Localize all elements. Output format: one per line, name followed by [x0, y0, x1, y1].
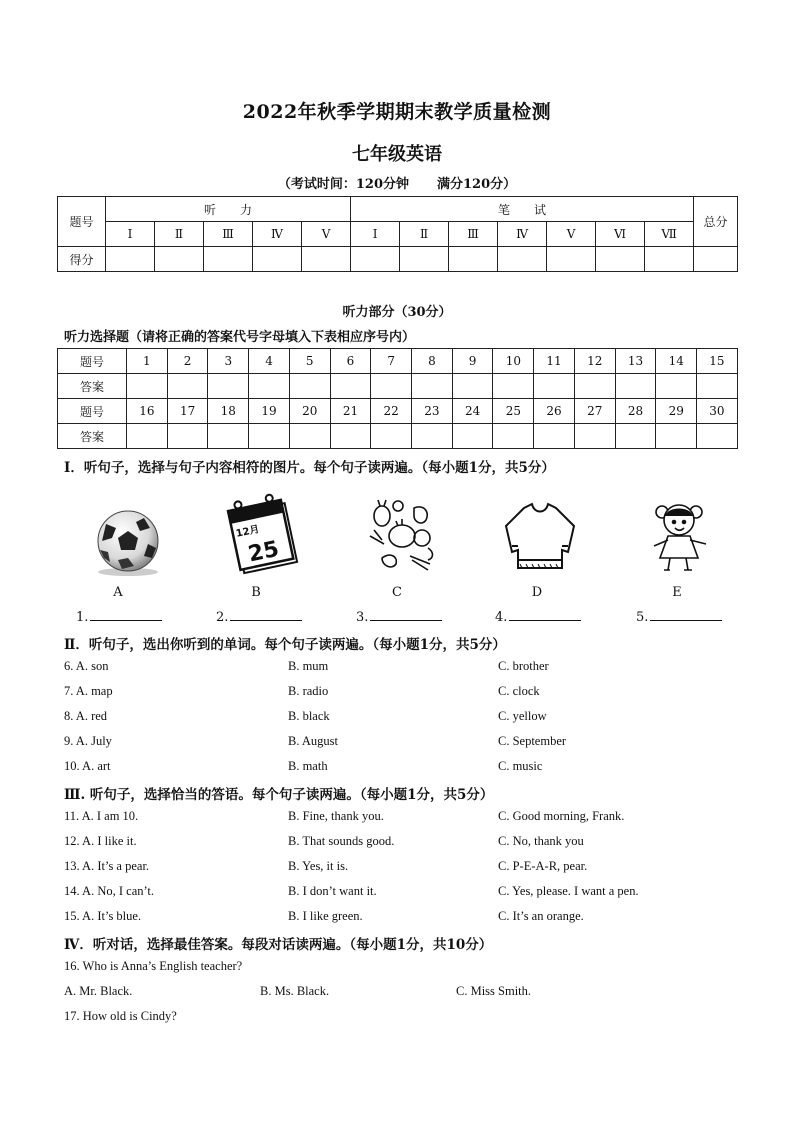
question-number: 10 [493, 349, 534, 374]
score-cell[interactable] [596, 247, 645, 272]
option[interactable]: B. math [288, 759, 328, 773]
question-number: 5 [289, 349, 330, 374]
question-number: 17 [167, 399, 208, 424]
score-table-part: Ⅴ [547, 222, 596, 247]
exam-time: （考试时间：120分钟 [277, 177, 409, 192]
option[interactable]: C. brother [498, 659, 549, 673]
score-table [57, 196, 738, 272]
option[interactable]: B. I like green. [288, 909, 363, 923]
score-table-part: Ⅱ [400, 222, 449, 247]
answer-cell[interactable] [697, 424, 738, 449]
question-number: 23 [412, 399, 453, 424]
score-cell[interactable] [351, 247, 400, 272]
calendar-day: 25 [246, 536, 282, 568]
calendar-icon [215, 486, 315, 581]
answer-cell[interactable] [697, 374, 738, 399]
option[interactable]: B. I don’t want it. [288, 884, 377, 898]
option[interactable]: B. radio [288, 684, 329, 698]
answer-cell[interactable] [656, 374, 697, 399]
question-number: 12 [574, 349, 615, 374]
score-cell[interactable] [155, 247, 204, 272]
score-table-part: Ⅴ [302, 222, 351, 247]
score-cell[interactable] [302, 247, 351, 272]
answer-cell[interactable] [208, 424, 249, 449]
picture-label: A [113, 585, 123, 600]
option[interactable]: 14. A. No, I can’t. [64, 884, 155, 898]
question-number: 29 [656, 399, 697, 424]
answer-cell[interactable] [289, 424, 330, 449]
option[interactable]: B. August [288, 734, 339, 748]
part2-heading: Ⅱ．听句子，选出你听到的单词。每个句子读两遍。（每小题1分，共5分） [64, 637, 506, 653]
soccer-ball-icon [78, 486, 178, 581]
answer-blank[interactable]: 3. [356, 609, 442, 625]
score-cell[interactable] [498, 247, 547, 272]
answer-cell[interactable] [127, 424, 168, 449]
answer-table-answer-label: 答案 [58, 424, 127, 449]
answer-cell[interactable] [249, 374, 290, 399]
option[interactable]: C. clock [498, 684, 540, 698]
answer-blank[interactable]: 4. [495, 609, 581, 625]
score-table-part: Ⅲ [449, 222, 498, 247]
question-number: 11 [534, 349, 575, 374]
answer-cell[interactable] [493, 424, 534, 449]
option[interactable]: C. Good morning, Frank. [498, 809, 625, 823]
listening-instruction: 听力选择题（请将正确的答案代号字母填入下表相应序号内） [64, 330, 416, 345]
option[interactable]: B. Ms. Black. [260, 984, 330, 998]
option[interactable]: C. September [498, 734, 567, 748]
answer-cell[interactable] [167, 374, 208, 399]
question-number: 2 [167, 349, 208, 374]
question-number: 8 [412, 349, 453, 374]
question-17: 17. How old is Cindy? [64, 1009, 177, 1023]
score-table-listening-header: 听力 [106, 197, 351, 222]
page-subtitle: 七年级英语 [352, 144, 442, 165]
score-cell[interactable] [204, 247, 253, 272]
option[interactable]: A. Mr. Black. [64, 984, 133, 998]
option[interactable]: B. Fine, thank you. [288, 809, 384, 823]
answer-cell[interactable] [249, 424, 290, 449]
score-cell[interactable] [106, 247, 155, 272]
answer-cell[interactable] [615, 374, 656, 399]
question-number: 24 [452, 399, 493, 424]
score-cell[interactable] [253, 247, 302, 272]
score-cell[interactable] [400, 247, 449, 272]
option[interactable]: 6. A. son [64, 659, 109, 673]
option[interactable]: C. It’s an orange. [498, 909, 584, 923]
score-table-total-label: 总分 [694, 197, 738, 247]
answer-table-answer-label: 答案 [58, 374, 127, 399]
picture-label: C [392, 585, 402, 600]
exam-total-score: 满分120分） [437, 177, 517, 192]
option[interactable]: B. black [288, 709, 330, 723]
answer-cell[interactable] [330, 424, 371, 449]
question-number: 30 [697, 399, 738, 424]
question-number: 28 [615, 399, 656, 424]
question-16: 16. Who is Anna’s English teacher? [64, 959, 243, 973]
answer-cell[interactable] [371, 424, 412, 449]
question-number: 7 [371, 349, 412, 374]
question-number: 9 [452, 349, 493, 374]
girl-icon [628, 486, 728, 581]
score-table-part: Ⅵ [596, 222, 645, 247]
question-number: 3 [208, 349, 249, 374]
answer-blank[interactable]: 2. [216, 609, 302, 625]
question-number: 26 [534, 399, 575, 424]
answer-cell[interactable] [534, 424, 575, 449]
answer-blank[interactable]: 5. [636, 609, 722, 625]
question-number: 18 [208, 399, 249, 424]
score-table-writing-header: 笔试 [351, 197, 694, 222]
question-number: 22 [371, 399, 412, 424]
part1-heading: Ⅰ．听句子，选择与句子内容相符的图片。每个句子读两遍。（每小题1分，共5分） [64, 460, 555, 476]
answer-cell[interactable] [452, 374, 493, 399]
answer-blank[interactable]: 1. [76, 609, 162, 625]
option[interactable]: 15. A. It’s blue. [64, 909, 142, 923]
score-table-part: Ⅰ [106, 222, 155, 247]
option[interactable]: C. yellow [498, 709, 547, 723]
option[interactable]: B. Yes, it is. [288, 859, 349, 873]
option[interactable]: 13. A. It’s a pear. [64, 859, 150, 873]
score-table-part: Ⅱ [155, 222, 204, 247]
question-number: 13 [615, 349, 656, 374]
picture-label: B [251, 585, 261, 600]
option[interactable]: B. mum [288, 659, 329, 673]
sweater-icon [490, 486, 590, 581]
answer-cell[interactable] [330, 374, 371, 399]
question-number: 19 [249, 399, 290, 424]
answer-cell[interactable] [452, 424, 493, 449]
part3-heading: Ⅲ. 听句子，选择恰当的答语。每个句子读两遍。（每小题1分，共5分） [64, 787, 494, 803]
score-table-part: Ⅳ [498, 222, 547, 247]
option[interactable]: 8. A. red [64, 709, 108, 723]
answer-cell[interactable] [371, 374, 412, 399]
answer-cell[interactable] [574, 424, 615, 449]
option[interactable]: 11. A. I am 10. [64, 809, 139, 823]
score-cell[interactable] [547, 247, 596, 272]
score-cell[interactable] [645, 247, 694, 272]
answer-cell[interactable] [493, 374, 534, 399]
question-number: 4 [249, 349, 290, 374]
picture-options [60, 486, 740, 581]
score-table-part: Ⅲ [204, 222, 253, 247]
page-title: 2022年秋季学期期末教学质量检测 [242, 101, 552, 123]
answer-cell[interactable] [127, 374, 168, 399]
question-number: 21 [330, 399, 371, 424]
score-table-qnum-label: 题号 [58, 197, 106, 247]
option[interactable]: 9. A. July [64, 734, 112, 748]
answer-table-qnum-label: 题号 [58, 349, 127, 374]
question-number: 15 [697, 349, 738, 374]
answer-cell[interactable] [412, 424, 453, 449]
option[interactable]: 7. A. map [64, 684, 113, 698]
answer-table [57, 348, 738, 449]
question-number: 27 [574, 399, 615, 424]
answer-table-qnum-label: 题号 [58, 399, 127, 424]
picture-label: D [531, 585, 543, 600]
picture-label: E [672, 585, 682, 600]
option[interactable]: C. P-E-A-R, pear. [498, 859, 588, 873]
option[interactable]: C. music [498, 759, 543, 773]
answer-cell[interactable] [574, 374, 615, 399]
answer-cell[interactable] [615, 424, 656, 449]
answer-cell[interactable] [534, 374, 575, 399]
question-number: 6 [330, 349, 371, 374]
part4-heading: Ⅳ．听对话，选择最佳答案。每段对话读两遍。（每小题1分，共10分） [64, 937, 493, 953]
answer-cell[interactable] [412, 374, 453, 399]
answer-cell[interactable] [208, 374, 249, 399]
option[interactable]: 12. A. I like it. [64, 834, 137, 848]
question-number: 16 [127, 399, 168, 424]
option[interactable]: C. Miss Smith. [456, 984, 532, 998]
score-table-part: Ⅰ [351, 222, 400, 247]
option[interactable]: C. No, thank you [498, 834, 584, 848]
question-number: 20 [289, 399, 330, 424]
score-table-part: Ⅶ [645, 222, 694, 247]
exam-info [0, 173, 794, 192]
question-number: 25 [493, 399, 534, 424]
option[interactable]: B. That sounds good. [288, 834, 395, 848]
score-cell[interactable] [694, 247, 738, 272]
question-number: 1 [127, 349, 168, 374]
answer-cell[interactable] [289, 374, 330, 399]
score-table-score-label: 得分 [58, 247, 106, 272]
vegetables-icon [352, 486, 452, 581]
option[interactable]: 10. A. art [64, 759, 111, 773]
question-number: 14 [656, 349, 697, 374]
calendar-month: 12月 [234, 524, 261, 540]
score-cell[interactable] [449, 247, 498, 272]
answer-cell[interactable] [656, 424, 697, 449]
option[interactable]: C. Yes, please. I want a pen. [498, 884, 639, 898]
listening-section-title: 听力部分（30分） [342, 305, 452, 320]
score-table-part: Ⅳ [253, 222, 302, 247]
answer-cell[interactable] [167, 424, 208, 449]
